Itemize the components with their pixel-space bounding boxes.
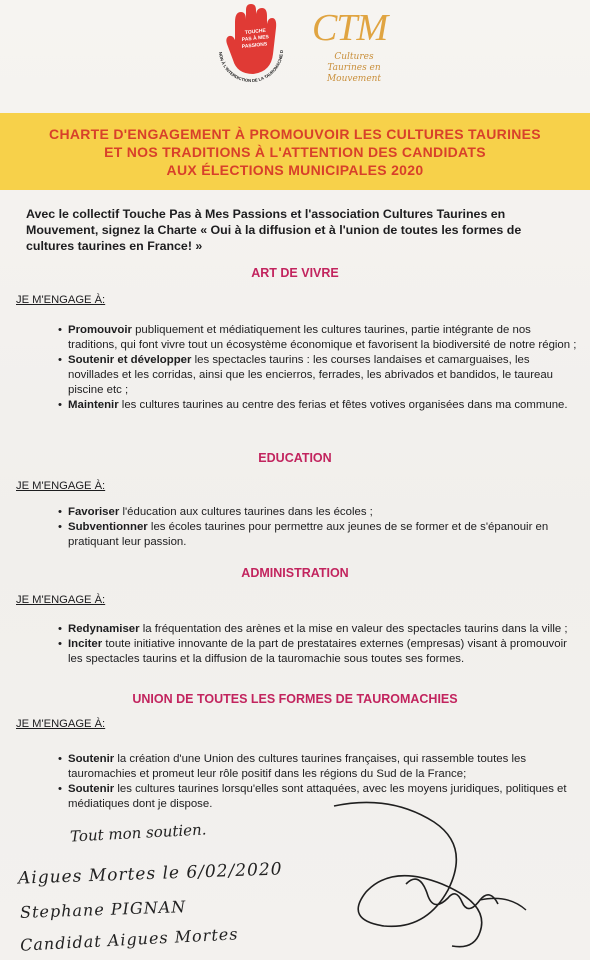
section-title-union: UNION DE TOUTES LES FORMES DE TAUROMACHIES: [132, 692, 458, 706]
section-title-art-de-vivre: ART DE VIVRE: [251, 266, 339, 280]
handwritten-support: Tout mon soutien.: [69, 820, 207, 846]
banner-line-2: ET NOS TRADITIONS À L'ATTENTION DES CANDIDATS: [104, 143, 486, 160]
ctm-logo: [312, 6, 392, 102]
list-item: • Subventionner les écoles taurines pour permettre aux jeunes de se former et de s'épanouir en pratiquant leur passion.: [58, 520, 578, 550]
intro-paragraph: Avec le collectif Touche Pas à Mes Passions et l'association Cultures Taurines en Mouvement, signez la Charte « Oui à la diffusion et à l'union de toutes les formes de cultures taurines en France! »: [26, 207, 522, 253]
hand-logo-ring-text: NON À L'INTERDICTION DE LA TAUROMACHIE D: [218, 49, 285, 84]
ctm-logo-title: CTM: [312, 7, 388, 49]
section-title-administration: ADMINISTRATION: [241, 566, 349, 580]
list-item: • Inciter toute initiative innovante de la part de prestataires externes (empresas) visant à promouvoir les spectacles taurins et la diffusion de la tauromachie sous toutes ses formes.: [58, 637, 578, 667]
banner-line-1: CHARTE D'ENGAGEMENT À PROMOUVOIR LES CULTURES TAURINES: [49, 125, 541, 142]
svg-text:PASSIONS: PASSIONS: [241, 41, 268, 50]
handwritten-role: Candidat Aigues Mortes: [19, 924, 239, 955]
list-item: • Favoriser l'éducation aux cultures taurines dans les écoles ;: [58, 505, 578, 520]
list-item: • Soutenir la création d'une Union des cultures taurines françaises, qui rassemble toutes les tauromachies et promeut leur rôle positif dans les régions du Sud de la France;: [58, 752, 578, 782]
section-list-art-de-vivre: [58, 323, 578, 413]
list-item: • Soutenir et développer les spectacles taurins : les courses landaises et camarguaises, les novillades et les corridas, ainsi que les encierros, ferrades, les abrivados et bandidos, le taureau piscine etc ;: [58, 353, 578, 398]
handwritten-name: Stephane PIGNAN: [19, 897, 187, 922]
engage-label: JE M'ENGAGE À:: [16, 594, 106, 606]
list-item: • Maintenir les cultures taurines au centre des ferias et fêtes votives organisées dans ma commune.: [58, 398, 578, 413]
engage-label: JE M'ENGAGE À:: [16, 294, 106, 306]
touche-pas-hand-logo: [205, 4, 297, 96]
list-item: • Soutenir les cultures taurines lorsqu'elles sont attaquées, avec les moyens juridiques, politiques et médiatiques dont je dispose.: [58, 782, 578, 812]
ctm-logo-subtitle: Cultures Taurines en Mouvement: [326, 52, 382, 84]
banner-line-3: AUX ÉLECTIONS MUNICIPALES 2020: [166, 161, 424, 178]
list-item: • Promouvoir publiquement et médiatiquement les cultures taurines, partie intégrante de nos traditions, qui font vivre tout un écosystème économique et favorisent la biodiversité de notre région ;: [58, 323, 578, 353]
section-list-education: [58, 505, 578, 550]
svg-text:PAS À MES: PAS À MES: [241, 34, 270, 43]
section-title-education: EDUCATION: [258, 451, 332, 465]
handwritten-place-date: Aigues Mortes le 6/02/2020: [17, 859, 283, 889]
section-list-administration: [58, 622, 578, 667]
charter-title-banner: [0, 113, 590, 190]
svg-text:TOUCHE: TOUCHE: [244, 27, 267, 36]
handwritten-signature: [330, 800, 590, 960]
list-item: • Redynamiser la fréquentation des arènes et la mise en valeur des spectacles taurins dans la ville ;: [58, 622, 578, 637]
engage-label: JE M'ENGAGE À:: [16, 480, 106, 492]
engage-label: JE M'ENGAGE À:: [16, 718, 106, 730]
